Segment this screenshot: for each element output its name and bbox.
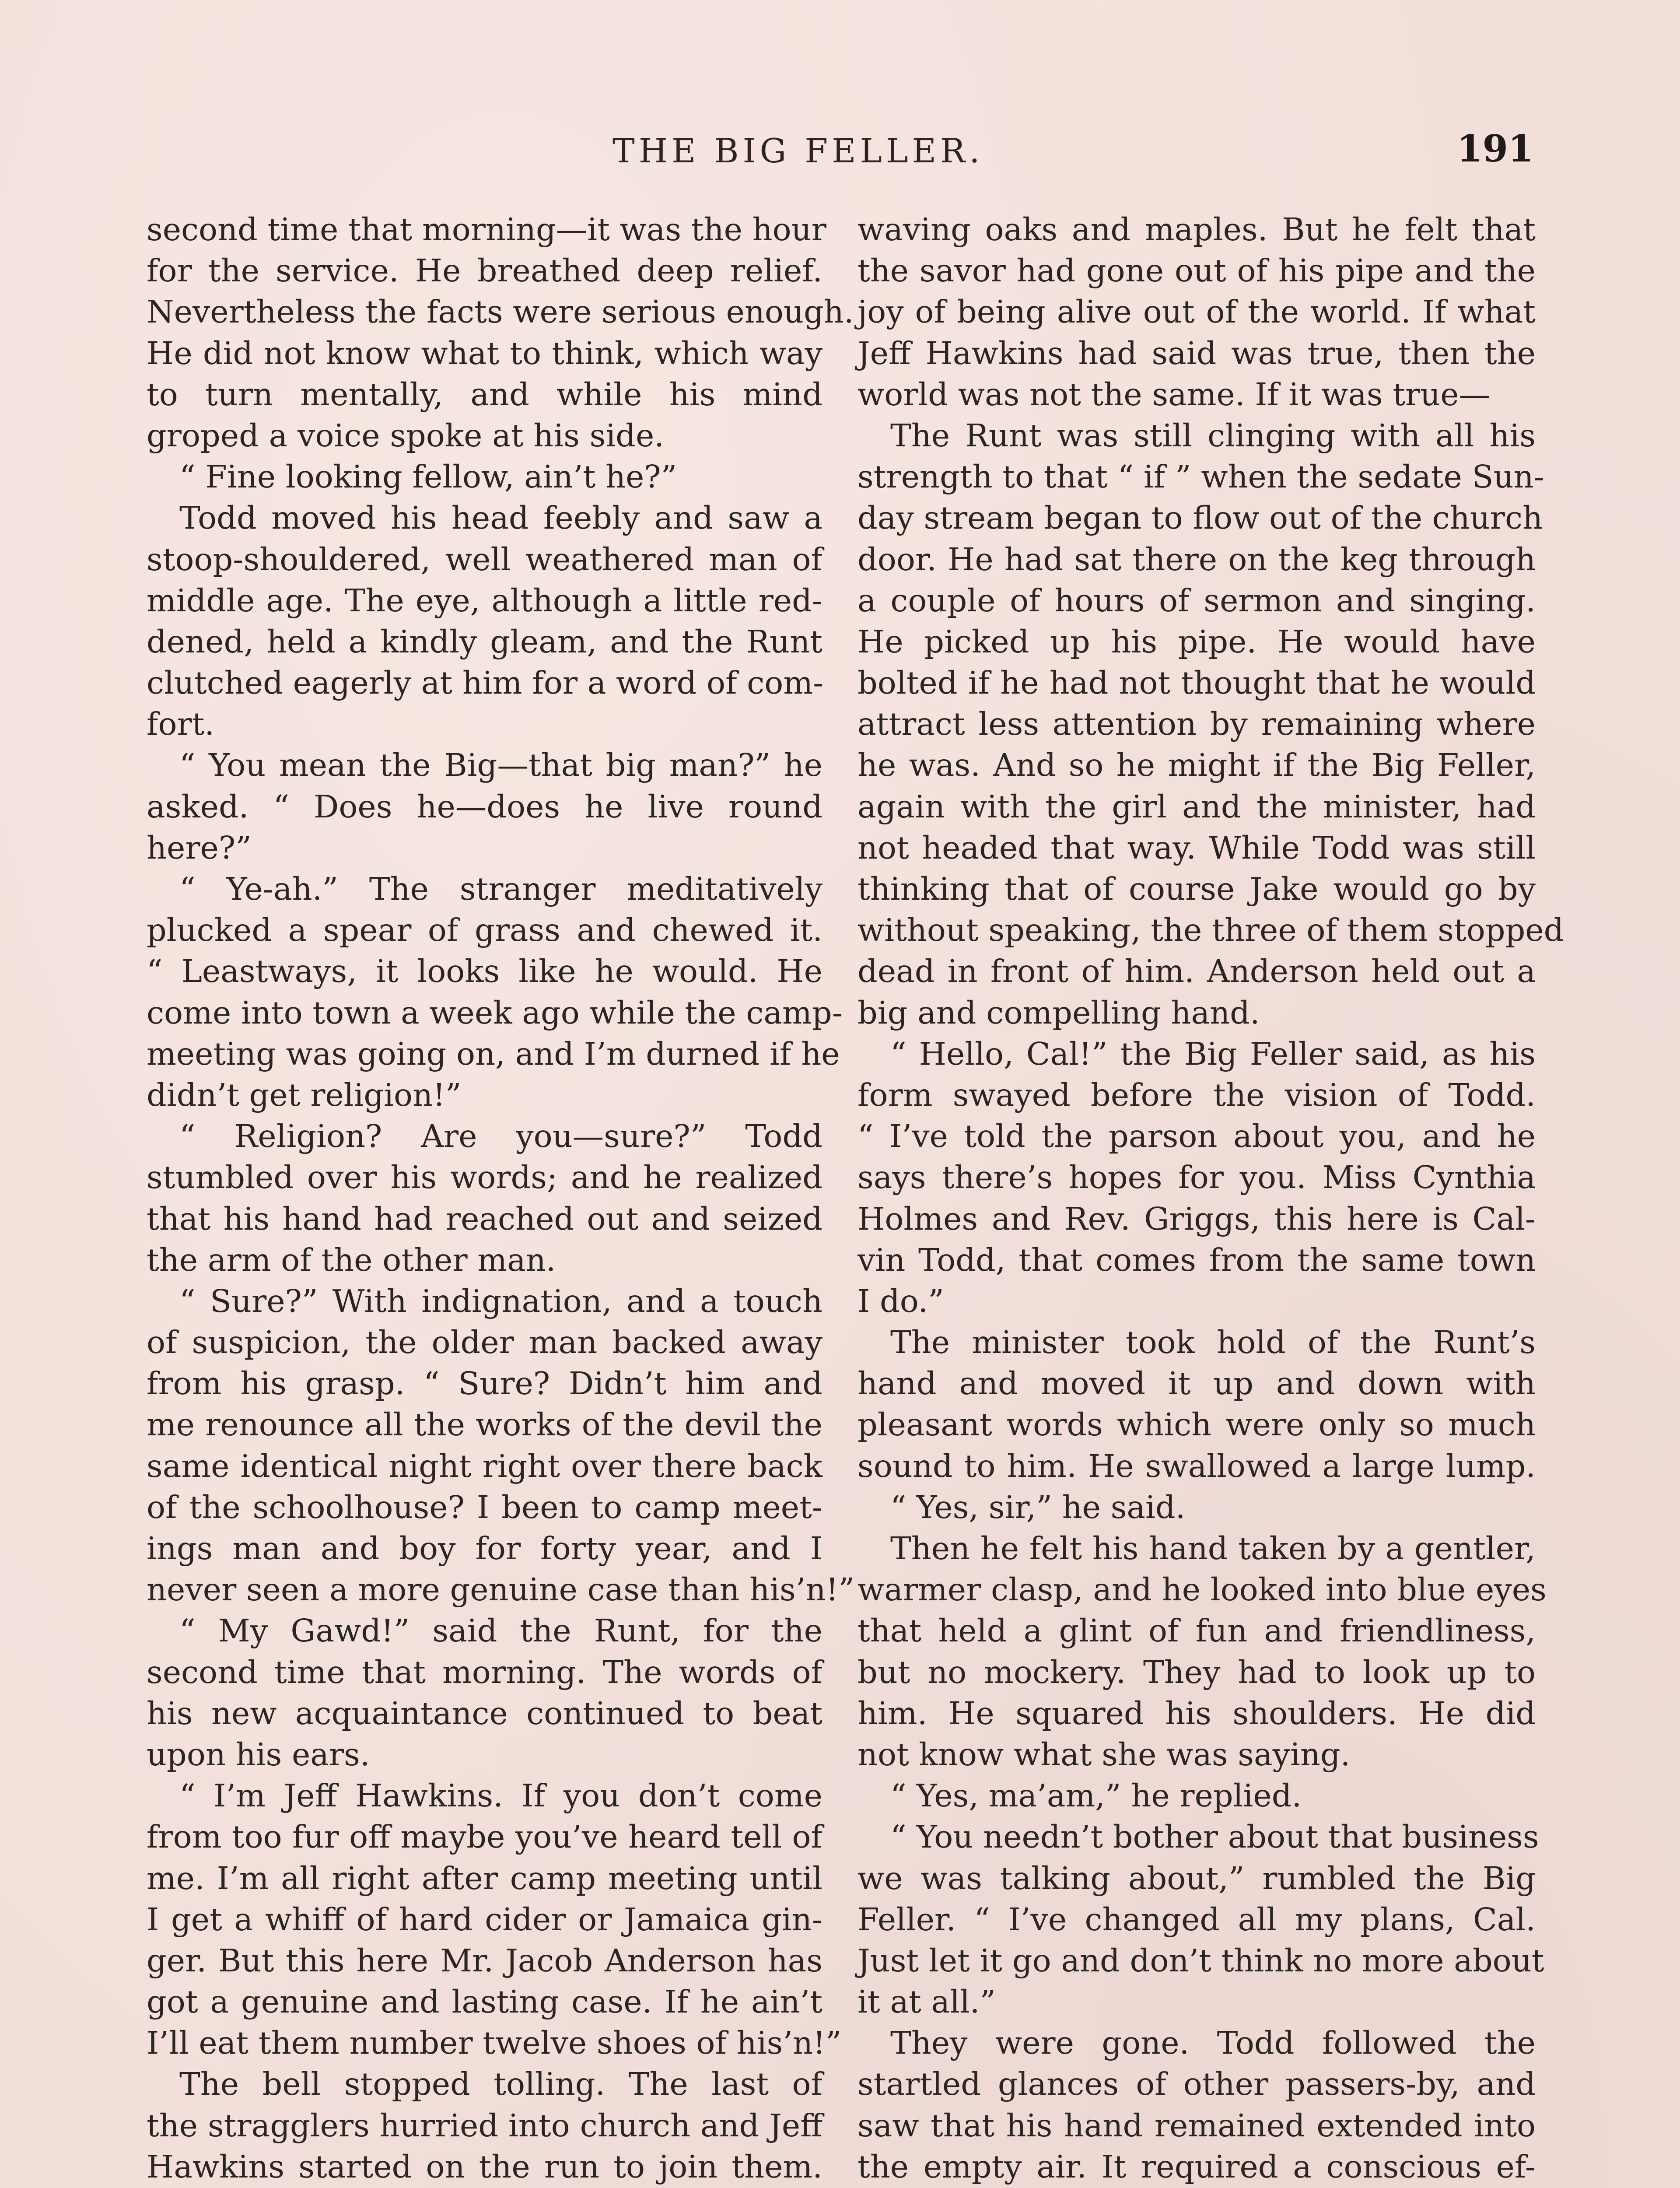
page-number: 191 [1457, 127, 1534, 170]
text-line: never seen a more genuine case than his’n!” [147, 1571, 854, 1608]
text-line: Just let it go and don’t think no more about [858, 1942, 1544, 1979]
text-line: He picked up his pipe. He would have [858, 623, 1536, 660]
text-line: I do.” [858, 1283, 944, 1319]
text-line: asked. “ Does he—does he live round [147, 788, 822, 825]
text-line: vin Todd, that comes from the same town [858, 1241, 1536, 1278]
text-line: says there’s hopes for you. Miss Cynthia [858, 1159, 1536, 1196]
text-line: sound to him. He swallowed a large lump. [858, 1448, 1536, 1484]
text-line: big and compelling hand. [858, 994, 1260, 1031]
text-line: middle age. The eye, although a little red- [147, 582, 822, 619]
text-line: ger. But this here Mr. Jacob Anderson has [147, 1942, 822, 1979]
text-line: strength to that “ if ” when the sedate Sun- [858, 459, 1544, 495]
text-line: “ Sure?” With indignation, and a touch [179, 1283, 822, 1319]
text-line: attract less attention by remaining where [858, 706, 1536, 743]
text-line: “ I’ve told the parson about you, and he [858, 1118, 1536, 1155]
text-line: world was not the same. If it was true— [858, 376, 1491, 413]
text-line: again with the girl and the minister, had [858, 788, 1536, 825]
text-line: dead in front of him. Anderson held out a [858, 953, 1536, 990]
text-line: the stragglers hurried into church and Jeff [147, 2107, 822, 2144]
text-line: The minister took hold of the Runt’s [890, 1324, 1536, 1361]
text-line: me renounce all the works of the devil the [147, 1406, 822, 1443]
text-line: Nevertheless the facts were serious enough. [147, 294, 854, 330]
running-title: THE BIG FELLER. [612, 131, 984, 170]
text-line: of suspicion, the older man backed away [147, 1324, 822, 1361]
text-line: Jeff Hawkins had said was true, then the [858, 335, 1536, 372]
text-line: a couple of hours of sermon and singing. [858, 582, 1536, 619]
text-line: hand and moved it up and down with [858, 1365, 1536, 1402]
text-line: upon his ears. [147, 1736, 370, 1773]
text-line: fort. [147, 706, 215, 743]
text-line: Hawkins started on the run to join them. [147, 2148, 822, 2185]
text-line: bolted if he had not thought that he would [858, 665, 1536, 701]
text-line: that his hand had reached out and seized [147, 1200, 822, 1237]
text-line: that held a glint of fun and friendliness, [858, 1613, 1536, 1649]
text-line: The Runt was still clinging with all his [890, 417, 1536, 454]
text-line: form swayed before the vision of Todd. [858, 1076, 1536, 1113]
text-line: warmer clasp, and he looked into blue eyes [858, 1571, 1547, 1608]
text-line: of the schoolhouse? I been to camp meet- [147, 1489, 822, 1525]
text-line: Then he felt his hand taken by a gentler, [890, 1530, 1536, 1567]
right-text-column [858, 209, 1564, 2188]
text-line: here?” [147, 829, 252, 866]
text-line: stoop-shouldered, well weathered man of [147, 541, 822, 578]
text-line: door. He had sat there on the keg through [858, 541, 1536, 578]
text-line: The bell stopped tolling. The last of [179, 2066, 822, 2103]
text-line: I’ll eat them number twelve shoes of his’n!” [147, 2025, 842, 2062]
text-line: saw that his hand remained extended into [858, 2107, 1536, 2144]
text-line: They were gone. Todd followed the [890, 2025, 1536, 2062]
text-line: didn’t get religion!” [147, 1076, 462, 1113]
text-line: Holmes and Rev. Griggs, this here is Cal- [858, 1200, 1536, 1237]
text-line: Todd moved his head feebly and saw a [179, 500, 822, 536]
text-line: come into town a week ago while the camp- [147, 994, 843, 1031]
text-line: “ My Gawd!” said the Runt, for the [179, 1613, 822, 1649]
text-line: stumbled over his words; and he realized [147, 1159, 822, 1196]
text-line: “ Hello, Cal!” the Big Feller said, as his [890, 1035, 1536, 1072]
text-line: “ You mean the Big—that big man?” he [179, 747, 822, 784]
text-line: joy of being alive out of the world. If what [858, 294, 1536, 330]
text-line: ings man and boy for forty year, and I [147, 1530, 822, 1567]
text-line: the empty air. It required a conscious ef- [858, 2148, 1536, 2185]
text-line: the arm of the other man. [147, 1241, 556, 1278]
text-line: his new acquaintance continued to beat [147, 1695, 822, 1732]
text-line: I get a whiff of hard cider or Jamaica gin- [147, 1901, 822, 1938]
text-line: second time that morning—it was the hour [147, 211, 826, 248]
text-line: startled glances of other passers-by, and [858, 2066, 1536, 2103]
text-line: plucked a spear of grass and chewed it. [147, 912, 822, 949]
text-line: we was talking about,” rumbled the Big [858, 1860, 1536, 1897]
text-line: not know what she was saying. [858, 1736, 1351, 1773]
text-line: but no mockery. They had to look up to [858, 1654, 1536, 1690]
text-line: him. He squared his shoulders. He did [858, 1695, 1536, 1732]
text-line: “ Ye-ah.” The stranger meditatively [179, 871, 822, 907]
text-line: “ Religion? Are you—sure?” Todd [179, 1118, 822, 1155]
text-line: waving oaks and maples. But he felt that [858, 211, 1536, 248]
text-line: “ You needn’t bother about that business [890, 1819, 1539, 1855]
text-line: from his grasp. “ Sure? Didn’t him and [147, 1365, 822, 1402]
text-line: without speaking, the three of them stopped [858, 912, 1564, 949]
text-line: “ Yes, ma’am,” he replied. [890, 1778, 1302, 1814]
text-line: to turn mentally, and while his mind [147, 376, 822, 413]
text-line: same identical night right over there back [147, 1448, 822, 1484]
text-line: got a genuine and lasting case. If he ain’t [147, 1984, 822, 2020]
text-line: “ I’m Jeff Hawkins. If you don’t come [179, 1778, 822, 1814]
text-line: dened, held a kindly gleam, and the Runt [147, 623, 822, 660]
text-line: me. I’m all right after camp meeting until [147, 1860, 822, 1897]
text-line: he was. And so he might if the Big Feller, [858, 747, 1536, 784]
text-line: groped a voice spoke at his side. [147, 417, 664, 454]
text-line: it at all.” [858, 1984, 996, 2020]
text-line: the savor had gone out of his pipe and the [858, 252, 1536, 289]
text-line: clutched eagerly at him for a word of com- [147, 665, 824, 701]
text-line: thinking that of course Jake would go by [858, 871, 1536, 907]
text-line: for the service. He breathed deep relief. [147, 252, 822, 289]
text-line: Feller. “ I’ve changed all my plans, Cal. [858, 1901, 1536, 1938]
text-line: He did not know what to think, which way [147, 335, 822, 372]
text-line: “ Leastways, it looks like he would. He [147, 953, 822, 990]
left-text-column [147, 209, 854, 2188]
text-line: “ Yes, sir,” he said. [890, 1489, 1186, 1525]
text-line: from too fur off maybe you’ve heard tell of [147, 1819, 822, 1855]
text-line: day stream began to flow out of the church [858, 500, 1543, 536]
page-header [0, 127, 1680, 179]
text-line: “ Fine looking fellow, ain’t he?” [179, 459, 677, 495]
text-line: pleasant words which were only so much [858, 1406, 1536, 1443]
text-line: second time that morning. The words of [147, 1654, 822, 1690]
text-line: meeting was going on, and I’m durned if he [147, 1035, 840, 1072]
text-line: not headed that way. While Todd was still [858, 829, 1536, 866]
